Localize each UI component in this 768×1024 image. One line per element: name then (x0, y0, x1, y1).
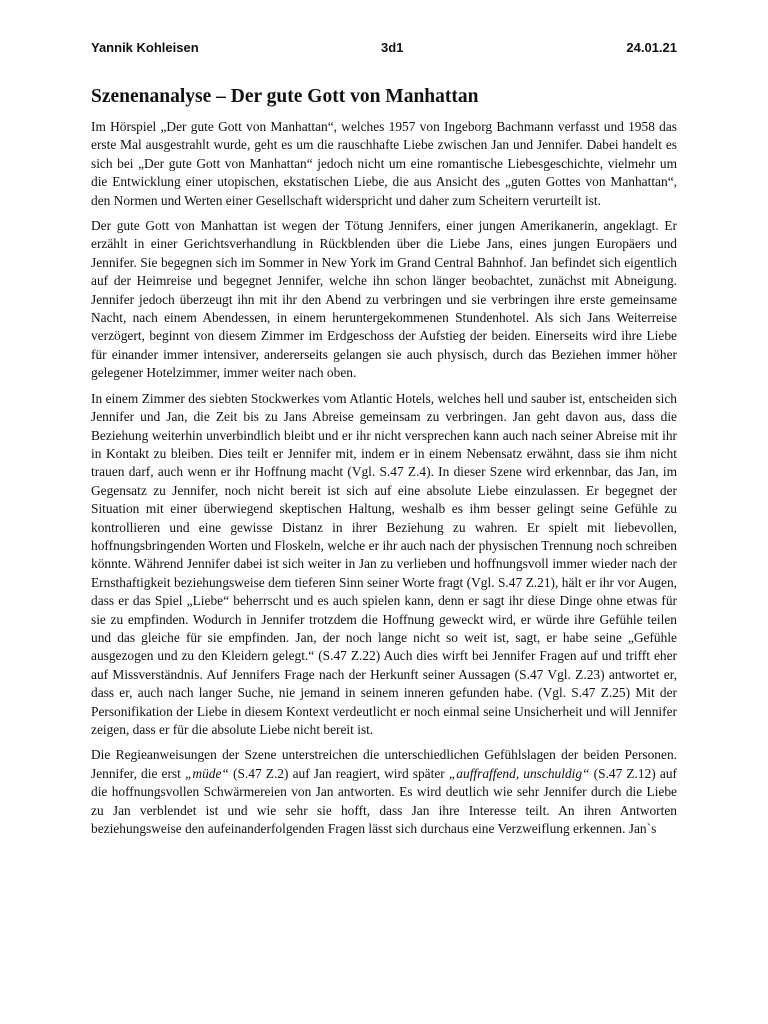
paragraph-3: In einem Zimmer des siebten Stockwerkes vom Atlantic Hotels, welches hell und sauber ist, entscheiden sich Jennifer und Jan, die Zeit bis zu Jans Abreise gemeinsam zu verbringen. Jan geht davon aus, dass die Beziehung weiterhin unverbindlich bleibt und er ihr nicht versprechen kann auch nach seiner Abreise mit ihr in Kontakt zu bleiben. Dies teilt er Jennifer mit, indem er in einem Nebensatz erwähnt, dass sie ihm nicht trauen darf, auch wenn er ihr Hoffnung macht (Vgl. S.47 Z.4). In dieser Szene wird erkennbar, das Jan, im Gegensatz zu Jennifer, noch nicht bereit ist sich auf eine absolute Liebe einzulassen. Er begegnet der Situation mit einer überwiegend skeptischen Haltung, weshalb es ihm besser gelingt seine Gefühle zu kontrollieren und eine gewisse Distanz in ihrer Beziehung zu wahren. Er spielt mit liebevollen, hoffnungsbringenden Worten und Floskeln, welche er ihr auch nach der physischen Trennung noch schreiben könnte. Während Jennifer dabei ist sich weiter in Jan zu verlieben und hoffnungsvoll immer wieder nach der Ernsthaftigkeit beziehungsweise dem tieferen Sinn seiner Worte fragt (Vgl. S.47 Z.21), hält er ihr vor Augen, dass er das Spiel „Liebe“ beherrscht und es auch spielen kann, denn er sagt ihr diese Dinge ohne etwas für sie zu empfinden. Wodurch in Jennifer trotzdem die Hoffnung geweckt wird, er würde ihre Gefühle teilen und das gleiche für sie empfinden. Jan, der noch lange nicht so weit ist, sagt, er habe seine „Gefühle ausgezogen und zu den Kleidern gelegt.“ (S.47 Z.22) Auch dies wirft bei Jennifer Fragen auf und trifft eher auf Missverständnis. Auf Jennifers Frage nach der Herkunft seiner Aussagen (S.47 Vgl. Z.23) antwortet er, dass er, auch nach langer Suche, nie jemand in seinem inneren gefunden habe. (Vgl. S.47 Z.25) Mit der Personifikation der Liebe in diesem Kontext verdeutlicht er noch einmal seine Unsicherheit und will Jennifer zeigen, dass er für die absolute Liebe nicht bereit ist. (91, 390, 677, 737)
page-header (91, 40, 677, 60)
header-author: Yannik Kohleisen (91, 40, 199, 55)
header-date: 24.01.21 (626, 40, 677, 55)
paragraph-4-text-c: (S.47 Z.12) auf die hoffnungsvollen Schwärmereien von Jan antworten. Es wird deutlich wie sehr Jennifer durch die Liebe zu Jan verblendet ist und wie sehr sie hofft, dass Jan ihre Interesse teilt. An ihren Antworten beziehungsweise den aufeinanderfolgenden Fragen lässt sich durchaus eine Verzweiflung erkennen. Jan`s (91, 765, 677, 837)
paragraph-4-quote-1: „müde“ (184, 765, 229, 781)
paragraph-4-text-a: Die Regieanweisungen der Szene unterstreichen die unterschiedlichen Gefühlslagen der beiden Personen. Jennifer, die erst (91, 747, 677, 781)
paragraph-4 (91, 746, 677, 838)
paragraph-2: Der gute Gott von Manhattan ist wegen der Tötung Jennifers, einer jungen Amerikanerin, angeklagt. Er erzählt in einer Gerichtsverhandlung in Rückblenden über die Liebe Jans, eines jungen Europäers und Jennifer. Sie begegnen sich im Sommer in New York im Grand Central Bahnhof. Jan befindet sich eigentlich auf der Heimreise und begegnet Jennifer, welche ihn schon länger beobachtet, zunächst mit Abneigung. Jennifer jedoch überzeugt ihn mit ihr den Abend zu verbringen und sie verbringen ihre erste gemeinsame Nacht, nach einem Abendessen, in einem heruntergekommenen Stundenhotel. Als sich Jans Weiterreise verzögert, beginnt von diesem Zimmer im Erdgeschoss der Aufstieg der beiden. Einerseits wird ihre Liebe für einander immer intensiver, andererseits gelangen sie auch physisch, durch das Beziehen immer höher gelegener Hotelzimmer, immer weiter nach oben. (91, 218, 677, 381)
paragraph-1: Im Hörspiel „Der gute Gott von Manhattan“, welches 1957 von Ingeborg Bachmann verfasst und 1958 das erste Mal ausgestrahlt wurde, geht es um die rauschhafte Liebe zwischen Jan und Jennifer. Dabei handelt es sich bei „Der gute Gott von Manhattan“ jedoch nicht um eine romantische Liebesgeschichte, vielmehr um die Entwicklung einer utopischen, ekstatischen Liebe, die aus Ansicht des „guten Gottes von Manhattan“, den Normen und Werten einer Gesellschaft widerspricht und daher zum Scheitern verurteilt ist. (91, 119, 677, 208)
header-class: 3d1 (381, 40, 404, 55)
document-body (91, 118, 677, 845)
document-title: Szenenanalyse – Der gute Gott von Manhattan (91, 86, 479, 107)
paragraph-4-text-b: (S.47 Z.2) auf Jan reagiert, wird später (228, 765, 449, 781)
paragraph-4-quote-2: „auffraffend, unschuldig“ (448, 765, 590, 781)
